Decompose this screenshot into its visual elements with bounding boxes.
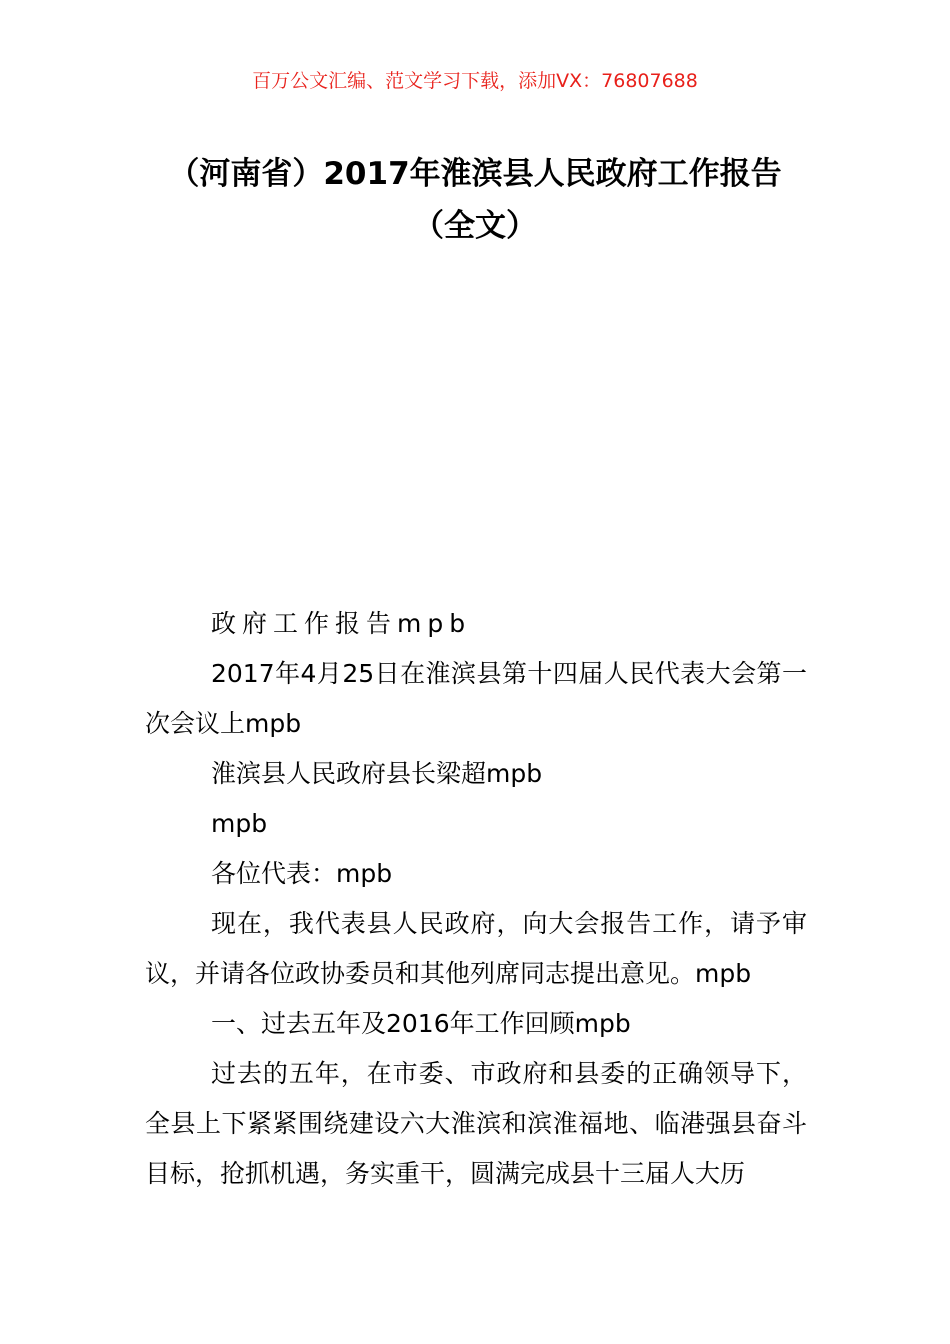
document-title: （河南省）2017年淮滨县人民政府工作报告（全文） [168, 156, 782, 244]
paragraph-meeting-date: 2017年4月25日在淮滨县第十四届人民代表大会第一次会议上mpb [145, 659, 807, 738]
paragraph-opening: 现在，我代表县人民政府，向大会报告工作，请予审议，并请各位政协委员和其他列席同志提出意见。mpb [145, 909, 807, 988]
paragraph-section-heading: 一、过去五年及2016年工作回顾mpb [211, 1009, 631, 1038]
paragraph-review: 过去的五年，在市委、市政府和县委的正确领导下，全县上下紧紧围绕建设六大淮滨和滨淮福地、临港强县奋斗目标，抢抓机遇，务实重干，圆满完成县十三届人大历 [145, 1059, 807, 1188]
paragraph-salutation: 各位代表：mpb [211, 859, 393, 888]
document-body [145, 599, 807, 1199]
header-note: 百万公文汇编、范文学习下载，添加VX：76807688 [252, 70, 698, 92]
paragraph-speaker: 淮滨县人民政府县长梁超mpb [211, 759, 543, 788]
paragraph-blank-marker: mpb [211, 809, 268, 838]
paragraph-report-heading: 政府工作报告mpb [211, 609, 472, 638]
